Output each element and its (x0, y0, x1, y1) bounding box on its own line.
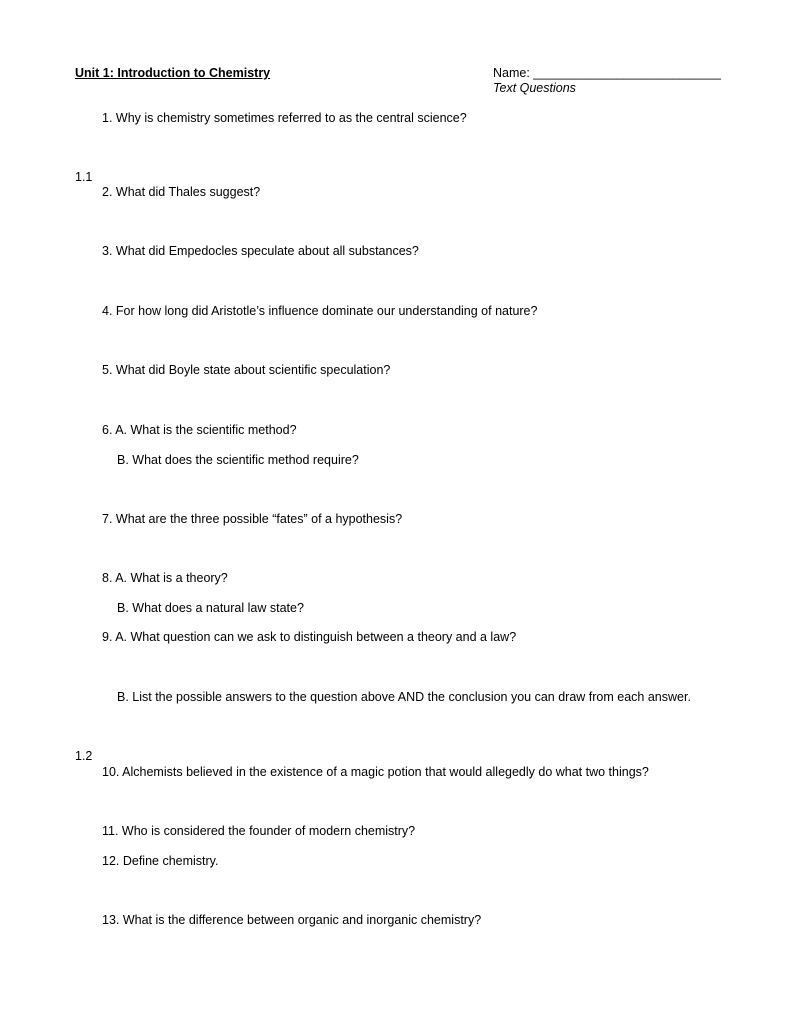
question-6b: B. What does the scientific method require? (117, 453, 359, 467)
question-7: 7. What are the three possible “fates” of a hypothesis? (102, 512, 403, 526)
question-10: 10. Alchemists believed in the existence of a magic potion that would allegedly do what two things? (102, 765, 649, 779)
question-5: 5. What did Boyle state about scientific speculation? (102, 363, 391, 377)
question-11: 11. Who is considered the founder of modern chemistry? (102, 824, 416, 838)
page-subtitle: Text Questions (493, 81, 576, 95)
section-heading-1-1: 1.1 (75, 170, 93, 184)
name-field-label: Name: ___________________________ (493, 66, 721, 80)
section-heading-1-2: 1.2 (75, 749, 93, 763)
question-2: 2. What did Thales suggest? (102, 185, 261, 199)
question-13: 13. What is the difference between organic and inorganic chemistry? (102, 913, 482, 927)
question-1: 1. Why is chemistry sometimes referred to as the central science? (102, 111, 467, 125)
question-9b: B. List the possible answers to the question above AND the conclusion you can draw from each answer. (117, 690, 691, 704)
question-4: 4. For how long did Aristotle’s influence dominate our understanding of nature? (102, 304, 538, 318)
question-8b: B. What does a natural law state? (117, 601, 304, 615)
question-8a: 8. A. What is a theory? (102, 571, 228, 585)
question-6a: 6. A. What is the scientific method? (102, 423, 297, 437)
page-title: Unit 1: Introduction to Chemistry (75, 66, 271, 80)
question-9a: 9. A. What question can we ask to distinguish between a theory and a law? (102, 630, 517, 644)
question-12: 12. Define chemistry. (102, 854, 219, 868)
question-3: 3. What did Empedocles speculate about all substances? (102, 244, 419, 258)
